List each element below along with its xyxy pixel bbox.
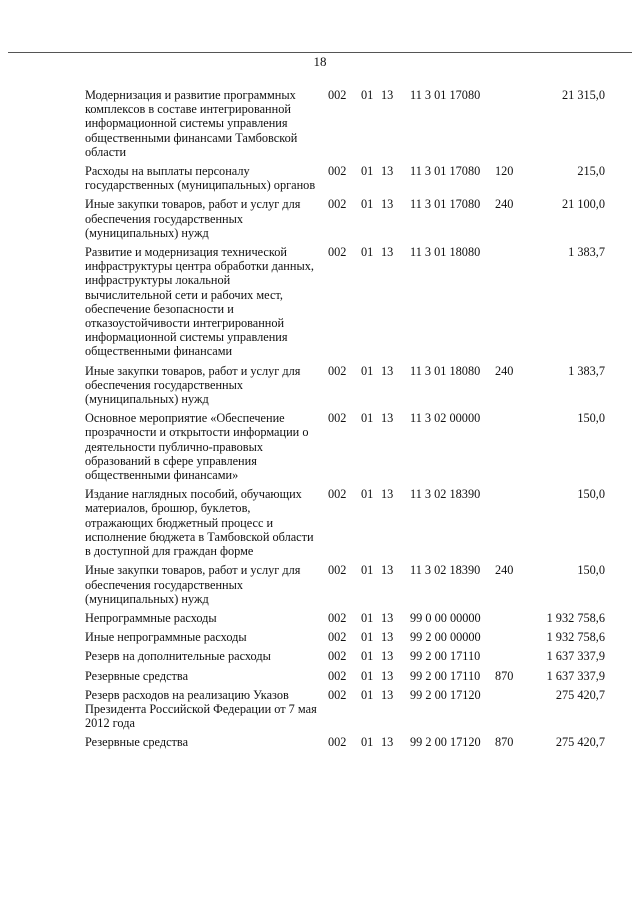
row-name: Резерв на дополнительные расходы xyxy=(85,649,271,664)
table-row xyxy=(85,563,605,611)
target-article-code: 99 2 00 17120 xyxy=(410,735,481,750)
table-row xyxy=(85,487,605,563)
page-number: 18 xyxy=(313,54,327,69)
target-article-code: 99 2 00 17120 xyxy=(410,687,481,702)
subsection-code: 13 xyxy=(381,197,394,212)
subsection-code: 13 xyxy=(381,363,394,378)
row-name: Основное мероприятие «Обеспечение прозрачности и открытости информации о деятельности публично-правовых образований в сфере управления общественными финансами» xyxy=(85,411,309,483)
ministry-code: 002 xyxy=(328,735,347,750)
table-row xyxy=(85,649,605,668)
expense-type-code: 240 xyxy=(495,563,514,578)
amount: 150,0 xyxy=(577,563,605,578)
amount: 150,0 xyxy=(577,411,605,426)
subsection-code: 13 xyxy=(381,649,394,664)
amount: 1 383,7 xyxy=(568,363,605,378)
section-code: 01 xyxy=(361,245,374,260)
target-article-code: 11 3 02 18390 xyxy=(410,563,481,578)
section-code: 01 xyxy=(361,630,374,645)
subsection-code: 13 xyxy=(381,668,394,683)
expense-type-code: 240 xyxy=(495,363,514,378)
ministry-code: 002 xyxy=(328,649,347,664)
table-row xyxy=(85,688,605,736)
subsection-code: 13 xyxy=(381,563,394,578)
ministry-code: 002 xyxy=(328,687,347,702)
expense-type-code: 240 xyxy=(495,197,514,212)
ministry-code: 002 xyxy=(328,164,347,179)
target-article-code: 11 3 01 18080 xyxy=(410,363,481,378)
target-article-code: 11 3 02 18390 xyxy=(410,487,481,502)
subsection-code: 13 xyxy=(381,88,394,102)
subsection-code: 13 xyxy=(381,164,394,179)
section-code: 01 xyxy=(361,88,374,102)
amount: 1 932 758,6 xyxy=(546,610,605,625)
ministry-code: 002 xyxy=(328,630,347,645)
section-code: 01 xyxy=(361,735,374,750)
row-name: Иные непрограммные расходы xyxy=(85,630,247,645)
row-name: Иные закупки товаров, работ и услуг для обеспечения государственных (муниципальных) нужд xyxy=(85,363,301,407)
target-article-code: 11 3 01 18080 xyxy=(410,245,481,260)
table-row xyxy=(85,669,605,688)
table-row xyxy=(85,411,605,487)
section-code: 01 xyxy=(361,363,374,378)
section-code: 01 xyxy=(361,668,374,683)
row-name: Резерв расходов на реализацию Указов Президента Российской Федерации от 7 мая 2012 года xyxy=(85,687,317,731)
header-rule xyxy=(8,52,632,53)
ministry-code: 002 xyxy=(328,88,347,102)
ministry-code: 002 xyxy=(328,668,347,683)
section-code: 01 xyxy=(361,197,374,212)
ministry-code: 002 xyxy=(328,197,347,212)
section-code: 01 xyxy=(361,411,374,426)
ministry-code: 002 xyxy=(328,487,347,502)
subsection-code: 13 xyxy=(381,411,394,426)
subsection-code: 13 xyxy=(381,630,394,645)
budget-table xyxy=(85,88,605,755)
expense-type-code: 870 xyxy=(495,668,514,683)
row-name: Непрограммные расходы xyxy=(85,610,217,625)
target-article-code: 11 3 01 17080 xyxy=(410,88,481,102)
section-code: 01 xyxy=(361,649,374,664)
table-row xyxy=(85,611,605,630)
amount: 1 637 337,9 xyxy=(546,649,605,664)
target-article-code: 11 3 01 17080 xyxy=(410,164,481,179)
amount: 215,0 xyxy=(577,164,605,179)
ministry-code: 002 xyxy=(328,610,347,625)
target-article-code: 99 2 00 00000 xyxy=(410,630,481,645)
row-name: Резервные средства xyxy=(85,668,189,683)
row-name: Иные закупки товаров, работ и услуг для обеспечения государственных (муниципальных) нужд xyxy=(85,563,301,606)
row-name: Иные закупки товаров, работ и услуг для обеспечения государственных (муниципальных) нужд xyxy=(85,197,301,240)
amount: 21 315,0 xyxy=(561,88,605,102)
expense-type-code: 120 xyxy=(495,164,514,179)
amount: 1 383,7 xyxy=(568,245,605,260)
table-row xyxy=(85,630,605,649)
table-row xyxy=(85,364,605,412)
ministry-code: 002 xyxy=(328,245,347,260)
subsection-code: 13 xyxy=(381,245,394,260)
section-code: 01 xyxy=(361,563,374,578)
amount: 1 637 337,9 xyxy=(546,668,605,683)
amount: 275 420,7 xyxy=(555,687,605,702)
target-article-code: 99 2 00 17110 xyxy=(410,668,481,683)
row-name: Модернизация и развитие программных комплексов в составе интегрированной информационной системы управления общественными финансами Тамбовской области xyxy=(85,88,298,159)
table-row xyxy=(85,197,605,245)
section-code: 01 xyxy=(361,610,374,625)
subsection-code: 13 xyxy=(381,487,394,502)
table-row xyxy=(85,88,605,164)
row-name: Резервные средства xyxy=(85,735,189,750)
amount: 21 100,0 xyxy=(561,197,605,212)
ministry-code: 002 xyxy=(328,411,347,426)
section-code: 01 xyxy=(361,487,374,502)
ministry-code: 002 xyxy=(328,363,347,378)
table-row xyxy=(85,735,605,754)
row-name: Расходы на выплаты персоналу государственных (муниципальных) органов xyxy=(85,164,316,193)
table-row xyxy=(85,164,605,197)
target-article-code: 99 2 00 17110 xyxy=(410,649,481,664)
ministry-code: 002 xyxy=(328,563,347,578)
section-code: 01 xyxy=(361,164,374,179)
target-article-code: 11 3 02 00000 xyxy=(410,411,481,426)
row-name: Издание наглядных пособий, обучающих материалов, брошюр, буклетов, отражающих бюджетный процесс и исполнение бюджета в Тамбовской области в доступной для граждан форме xyxy=(85,487,314,559)
amount: 1 932 758,6 xyxy=(546,630,605,645)
target-article-code: 99 0 00 00000 xyxy=(410,610,481,625)
table-row xyxy=(85,245,605,364)
amount: 275 420,7 xyxy=(555,735,605,750)
section-code: 01 xyxy=(361,687,374,702)
subsection-code: 13 xyxy=(381,735,394,750)
subsection-code: 13 xyxy=(381,610,394,625)
row-name: Развитие и модернизация технической инфраструктуры центра обработки данных, инфраструктуры локальной вычислительной сети и рабочих мест, обеспечение безопасности и отказоустойчивости интегрированной информационной системы управления общественными финансами xyxy=(85,245,314,359)
amount: 150,0 xyxy=(577,487,605,502)
expense-type-code: 870 xyxy=(495,735,514,750)
target-article-code: 11 3 01 17080 xyxy=(410,197,481,212)
subsection-code: 13 xyxy=(381,687,394,702)
